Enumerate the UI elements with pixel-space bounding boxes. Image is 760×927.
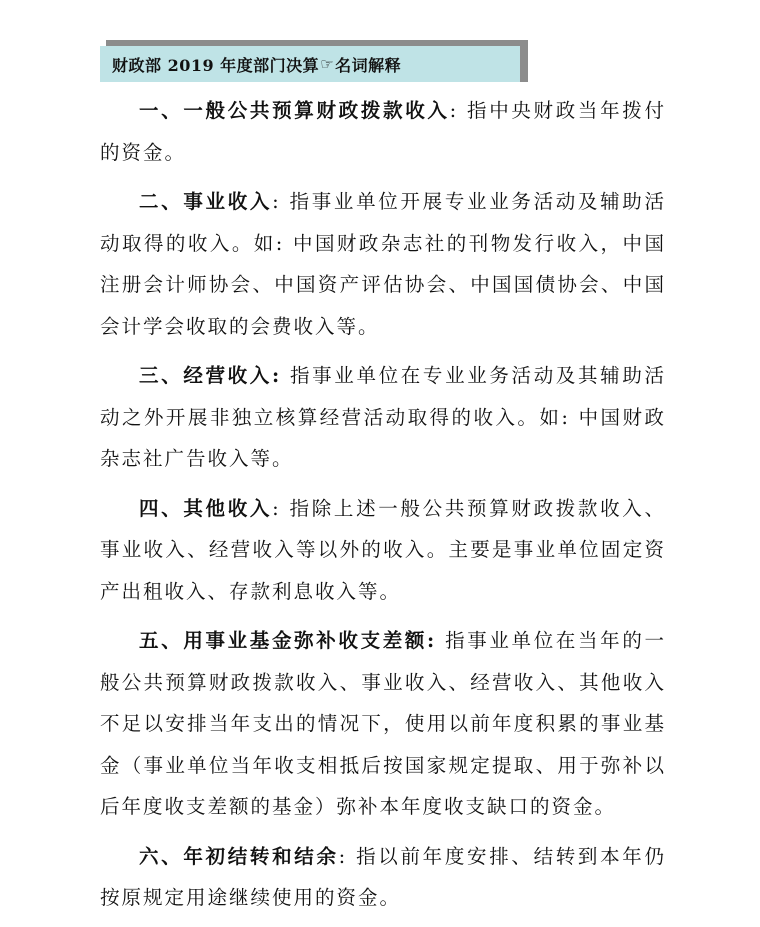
definition-term: 五、用事业基金弥补收支差额: [139,629,437,652]
definition-text: : 指事业单位开展专业业务活动及辅助活动取得的收入。如: 中国财政杂志社的刊物发行收入，中国注册会计师协会、中国资产评估协会、中国国债协会、中国会计学会收取的会费收入等。 [100,190,666,338]
title-suffix: 名词解释 [335,55,402,75]
definition-item [100,90,666,173]
definition-item [100,181,666,347]
definition-text: 指事业单位在当年的一般公共预算财政拨款收入、事业收入、经营收入、其他收入不足以安排当年支出的情况下，使用以前年度积累的事业基金（事业单位当年收支相抵后按国家规定提取、用于弥补以后年度收支差额的基金）弥补本年度收支缺口的资金。 [100,629,666,818]
definition-item [100,620,666,828]
title-prefix: 财政部 2019 年度部门决算 [112,55,320,75]
definition-item [100,355,666,480]
definition-term: 二、事业收入 [139,190,273,213]
definition-term: 六、年初结转和结余 [139,844,339,868]
header-banner [100,38,528,84]
definition-text: 指事业单位在专业业务活动及其辅助活动之外开展非独立核算经营活动取得的收入。如: 中国财政杂志社广告收入等。 [100,364,666,470]
definition-item [100,836,666,919]
definition-term: 四、其他收入 [139,496,273,520]
pointing-hand-icon: ☞ [320,55,335,73]
definition-item [100,488,666,613]
definition-term: 一、一般公共预算财政拨款收入 [139,99,450,122]
definitions-list [100,90,666,927]
banner-title [100,46,520,82]
definition-text: : 指除上述一般公共预算财政拨款收入、事业收入、经营收入等以外的收入。主要是事业单位固定资产出租收入、存款利息收入等。 [100,496,666,603]
definition-term: 三、经营收入: [139,364,282,387]
definition-text: : 指中央财政当年拨付的资金。 [100,99,666,164]
definition-text: : 指以前年度安排、结转到本年仍按原规定用途继续使用的资金。 [100,844,666,909]
